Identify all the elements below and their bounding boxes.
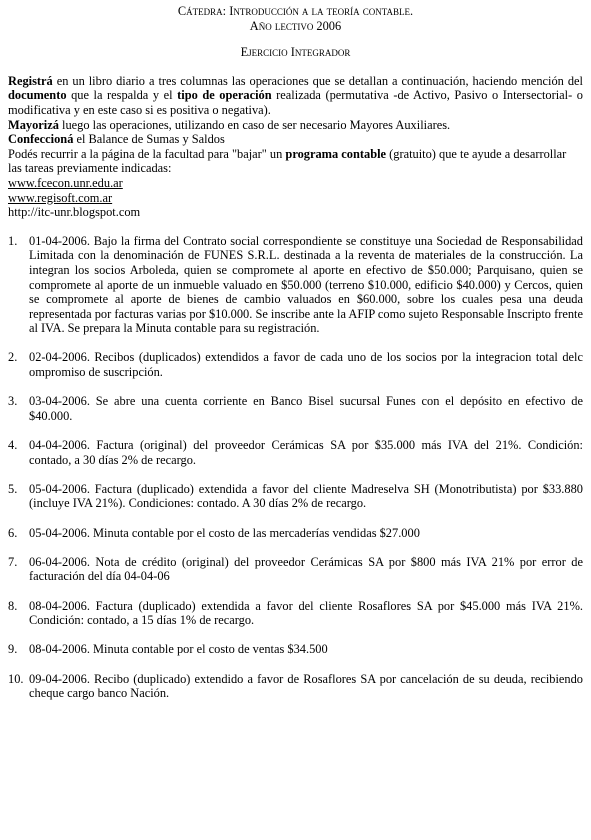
list-item-text: 08-04-2006. Minuta contable por el costo de ventas $34.500 (29, 642, 328, 657)
intro-paragraph-software (8, 147, 583, 176)
list-item (8, 350, 583, 379)
list-item-number: 8. (8, 598, 18, 613)
list-item (8, 599, 583, 628)
mayoriza-text: luego las operaciones, utilizando en caso de ser necesario Mayores Auxiliares. (58, 117, 451, 132)
link-regisoft-text[interactable]: www.regisoft.com.ar (8, 190, 113, 205)
operations-list (8, 234, 583, 701)
list-item-text: 08-04-2006. Factura (duplicado) extendida a favor del cliente Rosaflores SA por $45.000 más IVA 21%. Condición: contado, a 15 días 1% de recargo. (29, 598, 583, 628)
list-item (8, 482, 583, 511)
confecciona-text: el Balance de Sumas y Saldos (73, 132, 225, 147)
list-item-number: 9. (8, 642, 18, 657)
list-item-number: 3. (8, 394, 18, 409)
exercise-title: Ejercicio Integrador (240, 45, 351, 60)
register-text-3: realizada (permutativa -de Activo, Pasivo o Intersectorial- o modificativa y en este caso si es positiva o negativa). (8, 88, 583, 117)
list-item-text: 01-04-2006. Bajo la firma del Contrato social correspondiente se constituye una Sociedad de Responsabilidad Limitada con la denominación de FUNES S.R.L. destinada a la reventa de materiales de la construcción. La integran los socios Arboleda, quien se compromete al aporte en efectivo de $50.000; Parquisano, quien se compromete al aporte de un inmueble valuado en $50.000 (terreno $10.000, edificio $40.000) y Cercos, quien se compromete al aporte de bienes de cambio valuados en $60.000, sobre los cuales pesa una deuda representada por facturas varias por $10.000. Se inscribe ante la AFIP como sujeto Responsable Inscripto frente al IVA. Se prepara la Minuta contable para su registración. (29, 233, 583, 336)
list-item-text: 05-04-2006. Minuta contable por el costo de las mercaderías vendidas $27.000 (29, 525, 420, 540)
list-item-number: 7. (8, 554, 18, 569)
list-item-number: 10. (8, 671, 24, 686)
list-item-number: 5. (8, 481, 18, 496)
list-item-text: 04-04-2006. Factura (original) del proveedor Cerámicas SA por $35.000 más IVA del 21%. Condición: contado, a 30 días 2% de recargo. (29, 438, 583, 467)
documento-keyword: documento (8, 88, 67, 103)
software-text-2: (gratuito) que te ayude a desarrollar las tareas previamente indicadas: (8, 146, 567, 176)
register-keyword: Registrá (8, 73, 53, 88)
catedra-heading: Cátedra: Introducción a la teoría contable. (177, 4, 414, 18)
intro-paragraph-mayoriza (8, 118, 583, 133)
confecciona-keyword: Confeccioná (8, 132, 74, 147)
list-item-text: 02-04-2006. Recibos (duplicados) extendidos a favor de cada uno de los socios por la integracion total delc ompromiso de suscripción. (29, 350, 583, 380)
link-fcecon[interactable] (8, 176, 583, 191)
link-regisoft[interactable] (8, 191, 583, 206)
list-item-text: 06-04-2006. Nota de crédito (original) del proveedor Cerámicas SA por $800 más IVA 21% por error de facturación del día 04-04-06 (29, 554, 583, 584)
list-item-text: 03-04-2006. Se abre una cuenta corriente en Banco Bisel sucursal Funes con el depósito en efectivo de $40.000. (29, 394, 583, 423)
list-item-text: 05-04-2006. Factura (duplicado) extendida a favor del cliente Madreselva SH (Monotributista) por $33.880 (incluye IVA 21%). Condiciones: contado. A 30 días 2% de recargo. (29, 481, 583, 511)
tipo-operacion-keyword: tipo de operación (177, 88, 272, 103)
list-item (8, 234, 583, 336)
register-text-2: que la respalda y el (66, 88, 178, 103)
link-blog-text: http://itc-unr.blogspot.com (8, 205, 141, 220)
list-item (8, 642, 583, 657)
list-item-number: 6. (8, 525, 18, 540)
list-item (8, 555, 583, 584)
list-item-number: 1. (8, 233, 18, 248)
list-item (8, 394, 583, 423)
list-item-text: 09-04-2006. Recibo (duplicado) extendido a favor de Rosaflores SA por cancelación de su deuda, recibiendo cheque cargo banco Nación. (29, 671, 583, 701)
year-heading: Año lectivo 2006 (249, 18, 342, 33)
programa-contable-keyword: programa contable (285, 146, 387, 161)
software-text-1: Podés recurrir a la página de la facultad para "bajar" un (8, 146, 286, 161)
list-item (8, 438, 583, 467)
list-item (8, 526, 583, 541)
link-blog (8, 205, 583, 220)
link-fcecon-text[interactable]: www.fcecon.unr.edu.ar (8, 175, 123, 190)
register-text-1: en un libro diario a tres columnas las operaciones que se detallan a continuación, haciendo mención del (52, 73, 583, 88)
mayoriza-keyword: Mayorizá (8, 117, 59, 132)
list-item (8, 672, 583, 701)
intro-paragraph-register (8, 74, 583, 118)
list-item-number: 4. (8, 438, 18, 453)
list-item-number: 2. (8, 350, 18, 365)
intro-paragraph-confecciona (8, 132, 583, 147)
